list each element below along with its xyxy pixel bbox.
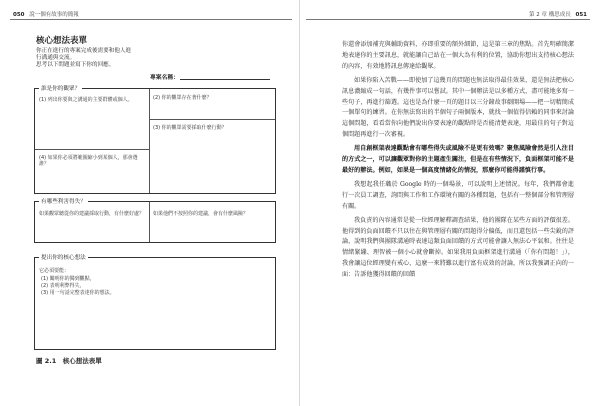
page-gutter bbox=[299, 0, 300, 406]
paragraph: 你還會添加補充與輔助資料，亦即重要的額外細節，這是第三章的焦點。首先明確簡潔地表達你的主要訊息，就能讓自己站在一個大為有利的位置，協助你想出支持核心想法的內容，有效地將訊息傳達給觀眾。 bbox=[342, 41, 574, 70]
book-title: 說一個有故事的簡報 bbox=[29, 12, 79, 18]
audience-heading: 誰是你的觀眾？ bbox=[41, 86, 81, 92]
paragraph: 用自創框架表達觀點會有哪些得失或風險不是更有效嗎？聚焦風險會然是引人注目的方式之一，可以讓觀眾對你的主題產生關注，但是在有些情況下，負面框架可能不是最好的辦法。例如，如果是一個高度情緒化的情況，那麼你可能得謹慎行事。 bbox=[342, 145, 574, 174]
running-header-left bbox=[10, 10, 79, 18]
paragraph: 如果你陷入苦戰——即使加了這幾頁的問題也無法取得最佳效果，還是無法把核心訊息濃縮成一句話，有幾件事可以嘗試。其中一個辦法是以多種方式，盡可能地多寫一些句子，再進行篩選。這也是為什麼一頁的題目以三分鐘故事劇開場——把一切精簡成一個單句的練習。在你無法寫出的半個句子兩個版本，就找一個值得信賴的同事來討論這個問題，看看當你向他們說出你要表達的觀點時是否能清楚表達，用最佳的句子對這個問題再進行一次審視。 bbox=[342, 76, 574, 139]
section-label: 構思成長 bbox=[548, 12, 571, 18]
audience-question-4: (4) 如果你必須將範圍縮小到某個人，那會選誰？ bbox=[39, 155, 138, 168]
core-idea-item: (3) 用一句話完整表達你的想法。 bbox=[41, 290, 115, 296]
audience-question-3: (3) 你的觀眾需要採取什麼行動？ bbox=[153, 125, 227, 131]
project-name-label: 專案名稱： bbox=[150, 75, 179, 81]
project-name-field[interactable] bbox=[180, 79, 270, 80]
core-idea-item: (1) 闡明你的獨到觀點， bbox=[41, 276, 95, 282]
stakes-heading: 有哪些利害得失？ bbox=[41, 199, 86, 205]
audience-question-1: (1) 列出你要與之溝通的主要群體或個人。 bbox=[39, 97, 133, 103]
intro-line: 你正在進行的專案完成後需要和他人進 bbox=[36, 48, 132, 54]
box-divider bbox=[35, 149, 149, 150]
header-rule-right bbox=[306, 19, 590, 20]
worksheet-intro bbox=[36, 48, 186, 69]
box-divider bbox=[149, 119, 275, 120]
core-idea-subheading: 它必須要能： bbox=[39, 268, 70, 274]
page-number-right: 051 bbox=[575, 12, 587, 18]
stakes-question-1: 如果觀眾聽從你的建議採取行動，有什麼好處？ bbox=[39, 211, 145, 217]
worksheet-title: 核心想法表單 bbox=[36, 36, 88, 46]
paragraph: 我想起我任職於 Google 時的一個場景，可以說明上述情況。每年，我們都會進行一次員工調查，詢問與工作和工作環境有關的各種問題，包括有一整個部分和管理層有關。 bbox=[342, 180, 574, 210]
figure-caption: 圖 2.1 核心想法表單 bbox=[36, 357, 102, 365]
paragraph: 我負責的內容通常是從一位經理解釋調查結果，他的團隊在某些方面的評價很差。他得到的負面回饋不只以往在與管理層有關的問題得分偏低，而且還包括一些尖銳的評論，說明我們與團隊溝通時表達這類負面回饋的方式可能會讓人無法心平氣和。往往是情緒緊繃、理智被一個小心就會斷掉。如果我用負面框架進行溝通（「你有問題！」），我會讓這位經理變有戒心，這麼一來將難以進行富有成效的討論，所以我強調正向的一面：告訴他獲得回饋的回饋 bbox=[342, 216, 574, 279]
core-idea-item: (2) 表明利弊得失， bbox=[41, 283, 85, 289]
box-divider bbox=[149, 202, 150, 242]
chapter-label: 第 2 章 bbox=[529, 12, 547, 18]
audience-box bbox=[34, 88, 276, 194]
running-header-right bbox=[529, 10, 590, 18]
page-number-left: 050 bbox=[13, 12, 25, 18]
header-rule-left bbox=[10, 19, 292, 20]
audience-question-2: (2) 你的觀眾存在著什麼？ bbox=[153, 95, 212, 101]
intro-line: 行溝通與交流。 bbox=[36, 55, 76, 61]
stakes-question-2: 如果他們不按照你的建議，會有什麼風險？ bbox=[153, 211, 249, 217]
core-idea-box bbox=[34, 257, 276, 350]
body-text bbox=[342, 40, 574, 284]
core-idea-heading: 提出你的核心想法 bbox=[41, 255, 86, 261]
intro-line: 思考以下問題並寫下你的回應。 bbox=[36, 62, 115, 68]
stakes-box bbox=[34, 201, 276, 243]
box-divider bbox=[149, 89, 150, 193]
